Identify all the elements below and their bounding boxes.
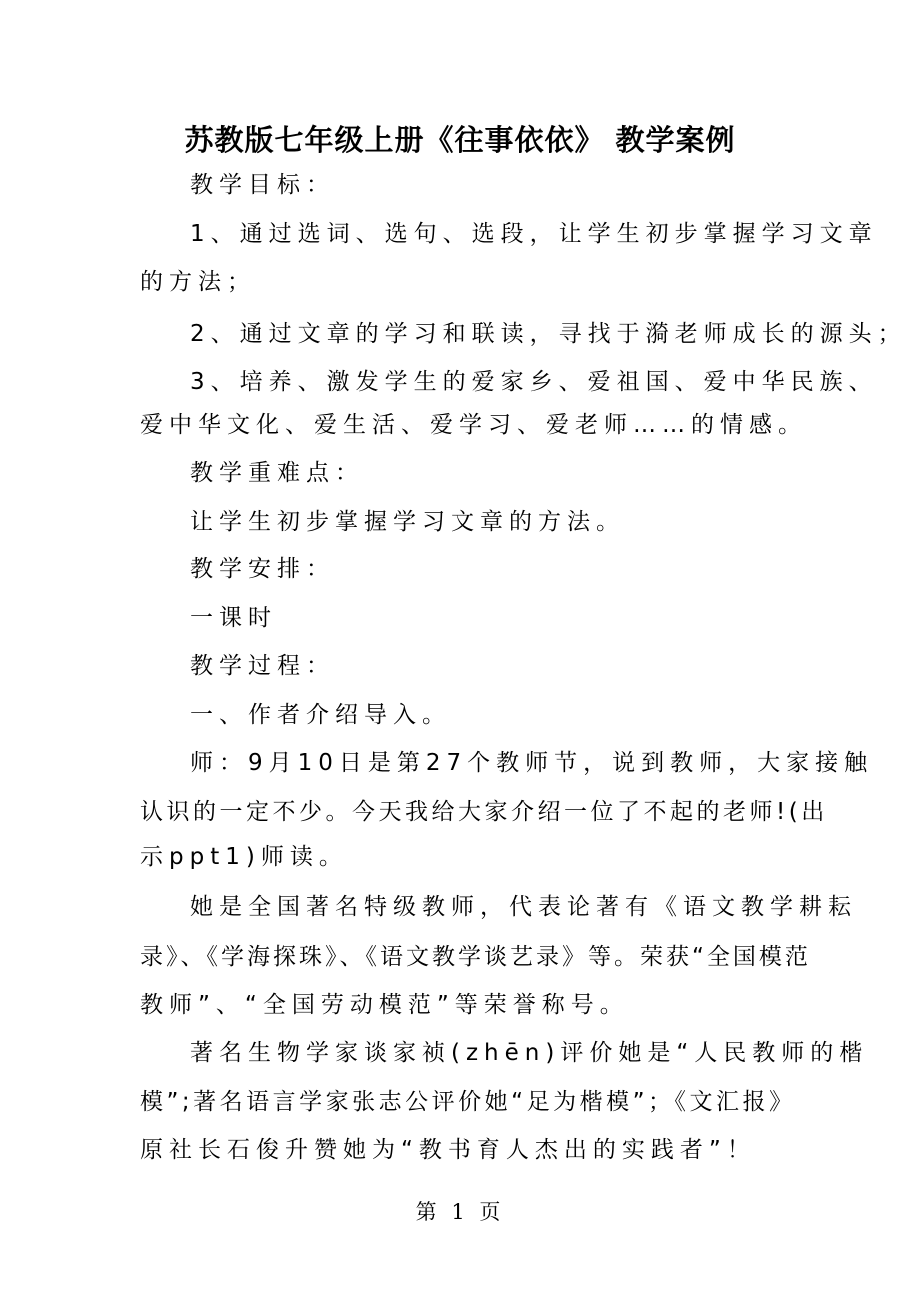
paragraph-line: 原社长石俊升赞她为“教书育人杰出的实践者”！ — [140, 1137, 756, 1163]
paragraph-line: 认识的一定不少。今天我给大家介绍一位了不起的老师!(出 — [140, 799, 828, 825]
paragraph-line: 示ppt1)师读。 — [140, 844, 348, 870]
paragraph-line: 的方法； — [140, 269, 256, 295]
paragraph-line: 1、通过选词、选句、选段，让学生初步掌握学习文章 — [190, 221, 878, 247]
page-number: 第 1 页 — [415, 1200, 505, 1224]
paragraph-line: 2、通过文章的学习和联读，寻找于漪老师成长的源头； — [190, 321, 907, 347]
paragraph-line: 一课时 — [190, 605, 277, 631]
heading-arrangement: 教学安排： — [190, 556, 335, 582]
paragraph-line: 著名生物学家谈家祯(zhēn)评价她是“人民教师的楷 — [190, 1040, 869, 1066]
paragraph-line: 爱中华文化、爱生活、爱学习、爱老师……的情感。 — [140, 412, 807, 438]
paragraph-line: 教师”、“全国劳动模范”等荣誉称号。 — [140, 992, 629, 1018]
heading-key-points: 教学重难点： — [190, 460, 364, 486]
paragraph-line: 师：9月10日是第27个教师节，说到教师，大家接触 — [190, 750, 874, 776]
section-heading: 一、作者介绍导入。 — [190, 702, 451, 728]
heading-objectives: 教学目标： — [190, 172, 335, 198]
document-title: 苏教版七年级上册《往事依依》 教学案例 — [184, 123, 736, 157]
paragraph-line: 模”;著名语言学家张志公评价她“足为楷模”；《文汇报》 — [140, 1089, 796, 1115]
paragraph-line: 3、培养、激发学生的爱家乡、爱祖国、爱中华民族、 — [190, 369, 878, 395]
heading-process: 教学过程： — [190, 653, 335, 679]
paragraph-line: 让学生初步掌握学习文章的方法。 — [190, 509, 625, 535]
paragraph-line: 录》、《学海探珠》、《语文教学谈艺录》等。荣获“全国模范 — [140, 944, 811, 970]
paragraph-line: 她是全国著名特级教师，代表论著有《语文教学耕耘 — [190, 894, 857, 920]
